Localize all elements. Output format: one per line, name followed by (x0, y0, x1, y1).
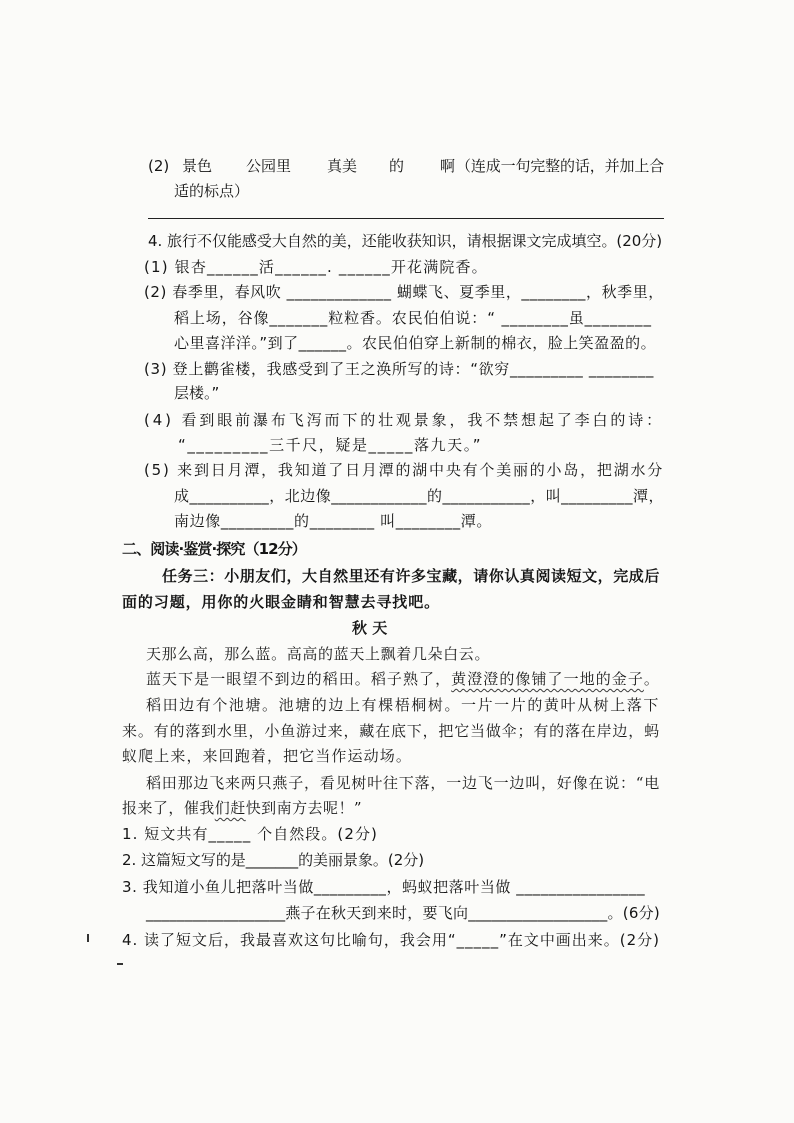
question-3-line-2-text: __________________燕子在秋天到来时，要飞向__________________。(6分) (146, 904, 660, 922)
q4-line-8-text: “_________三千尺，疑是_____落九天。” (178, 436, 483, 454)
question-3-line-2 (146, 903, 660, 923)
q4-line-7-text: (4) 看到眼前瀑布飞泻而下的壮观景象，我不禁想起了李白的诗： (144, 411, 664, 429)
q2-word-2 (246, 156, 291, 176)
q2-word-1 (182, 156, 212, 176)
passage-line-3 (146, 695, 660, 715)
q2-word-3-text: 真美 (327, 157, 358, 175)
q2-instruction-line-2 (174, 181, 249, 201)
q2-label (148, 156, 169, 176)
task-3-line-2-text: 面的习题，用你的火眼金睛和智慧去寻找吧。 (122, 593, 441, 611)
question-4-text: 4. 读了短文后，我最喜欢这句比喻句，我会用“_____”在文中画出来。(2分) (122, 931, 660, 949)
q4-line-3-text: 稻上场，谷像_______粒粒香。农民伯伯说：“ ________虽________ (174, 309, 652, 327)
passage-line-2-start: 蓝天下是一眼望不到边的稻田。稻子熟了， (146, 670, 452, 688)
passage-title-text: 秋 天 (352, 619, 388, 637)
q4-line-11 (174, 511, 492, 531)
q4-line-9-text: (5) 来到日月潭，我知道了日月潭的湖中央有个美丽的小岛，把湖水分 (144, 461, 665, 479)
q4-line-4-text: 心里喜洋洋。”到了______。农民伯伯穿上新制的棉衣，脸上笑盈盈的。 (174, 334, 657, 352)
passage-line-4 (122, 721, 660, 741)
q2-word-4-text: 的 (389, 157, 405, 175)
q2-word-2-text: 公园里 (246, 157, 292, 175)
q2-instruction-line-2-text: 适的标点） (174, 182, 250, 200)
handwritten-mark: 们赶 (214, 799, 246, 817)
passage-line-7-start: 报来了，催我 (122, 799, 215, 817)
passage-line-2-end: 。 (643, 670, 660, 688)
q2-answer-line (148, 218, 664, 219)
scan-speck (117, 963, 123, 965)
passage-line-7-end: 快到南方去呢！” (245, 799, 363, 817)
passage-line-1-text: 天那么高，那么蓝。高高的蓝天上飘着几朵白云。 (146, 645, 491, 663)
q2-label-text: (2) (148, 157, 170, 175)
handwritten-underlined-simile: 黄澄澄的像铺了一地的金子 (451, 670, 644, 688)
question-4 (122, 930, 660, 950)
question-1 (122, 824, 378, 844)
passage-line-3-text: 稻田边有个池塘。池塘的边上有棵梧桐树。一片一片的黄叶从树上落下 (146, 696, 660, 714)
q4-line-1-text: (1) 银杏______活______. ______开花满院香。 (144, 258, 488, 276)
passage-line-5-text: 蚁爬上来，来回跑着，把它当作运动场。 (122, 747, 412, 765)
q4-line-5-text: (3) 登上鹳雀楼，我感受到了王之涣所写的诗：“欲穷_________ ________ (144, 360, 655, 378)
question-2-text: 2. 这篇短文写的是_______的美丽景象。(2分) (122, 851, 425, 869)
passage-line-1 (146, 644, 490, 664)
q2-instruction-line-1 (456, 156, 664, 176)
passage-line-5 (122, 746, 412, 766)
section-2-heading (122, 539, 306, 559)
q2-word-5-text: 啊 (440, 157, 456, 175)
q4-heading-text: 4. 旅行不仅能感受大自然的美，还能收获知识，请根据课文完成填空。(20分) (148, 232, 663, 250)
passage-line-7 (122, 798, 362, 818)
scan-speck (87, 934, 89, 942)
task-3-line-1 (162, 566, 660, 586)
q2-word-4 (389, 156, 404, 176)
q4-line-9 (144, 460, 664, 480)
q4-line-3 (174, 308, 652, 328)
passage-line-6-text: 稻田那边飞来两只燕子，看见树叶往下落，一边飞一边叫，好像在说：“电 (146, 774, 661, 792)
question-3-line-1-text: 3. 我知道小鱼儿把落叶当做_________，蚂蚁把落叶当做 ________________ (122, 878, 646, 896)
q4-heading (148, 231, 662, 251)
q2-word-1-text: 景色 (182, 157, 213, 175)
q4-line-2 (144, 282, 664, 302)
q4-line-2-text: (2) 春季里，春风吹 _____________ 蝴蝶飞、夏季里，________，秋季里， (144, 283, 664, 301)
passage-line-4-text: 来。有的落到水里，小鱼游过来，藏在底下，把它当做伞；有的落在岸边，蚂 (122, 722, 660, 740)
question-3-line-1 (122, 877, 645, 897)
passage-line-2 (146, 669, 660, 689)
q4-line-8 (178, 435, 482, 455)
passage-line-2-text (146, 669, 660, 689)
passage-line-6 (146, 773, 660, 793)
q4-line-6-text: 层楼。” (174, 384, 220, 402)
q2-instruction-line-1-text: （连成一句完整的话，并加上合 (456, 157, 665, 175)
q4-line-10-text: 成__________，北边像____________的___________，叫_________潭， (174, 487, 664, 505)
q4-line-4 (174, 333, 656, 353)
question-2 (122, 850, 424, 870)
passage-title (352, 618, 387, 638)
section-2-heading-text: 二、阅读·鉴赏·探究（12分） (122, 540, 306, 558)
q4-line-11-text: 南边像_________的________ 叫________潭。 (174, 512, 493, 530)
q4-line-1 (144, 257, 488, 277)
task-3-line-1-text: 任务三：小朋友们，大自然里还有许多宝藏，请你认真阅读短文，完成后 (162, 567, 660, 585)
q2-word-5 (440, 156, 455, 176)
q2-word-3 (327, 156, 357, 176)
q4-line-6 (174, 383, 219, 403)
question-1-text: 1. 短文共有_____ 个自然段。(2分) (122, 825, 378, 843)
task-3-line-2 (122, 592, 440, 612)
q4-line-7 (144, 410, 664, 430)
q4-line-10 (174, 486, 664, 506)
passage-line-7-text (122, 798, 362, 818)
q4-line-5 (144, 359, 654, 379)
